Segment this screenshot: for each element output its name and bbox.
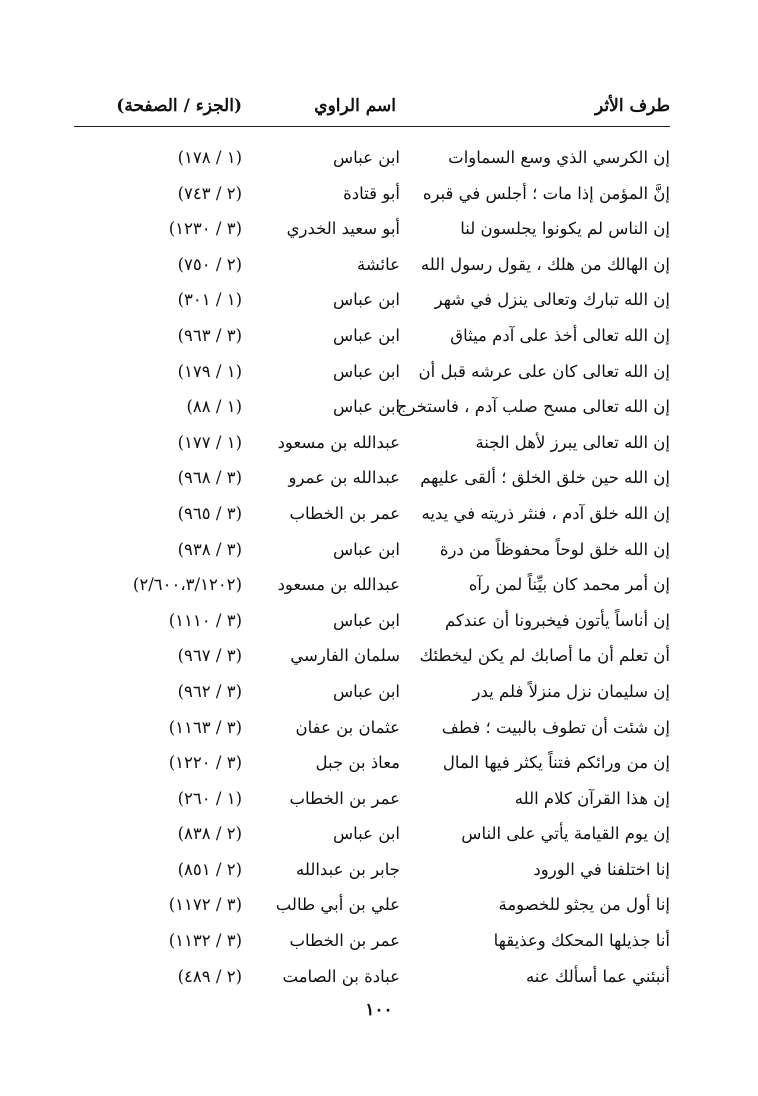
narrator-name: ابن عباس bbox=[333, 325, 400, 345]
table-row bbox=[60, 536, 670, 572]
volume-page-ref: (١ / ١٧٧) bbox=[177, 432, 242, 452]
volume-page-ref: (٢ / ٨٥١) bbox=[177, 859, 242, 879]
table-row bbox=[60, 251, 670, 287]
narrator-name: ابن عباس bbox=[333, 539, 400, 559]
table-row bbox=[60, 429, 670, 465]
volume-page-ref: (٣ / ٩٦٨) bbox=[177, 468, 242, 488]
athar-text: إن الناس لم يكونوا يجلسون لنا bbox=[460, 219, 670, 239]
table-row bbox=[60, 785, 670, 821]
athar-text: إن من ورائكم فتناً يكثر فيها المال bbox=[442, 753, 670, 773]
table-row bbox=[60, 144, 670, 180]
narrator-name: عبدالله بن مسعود bbox=[277, 575, 400, 595]
athar-text: إنَّ المؤمن إذا مات ؛ أجلس في قبره bbox=[422, 183, 670, 203]
athar-text: أنبئني عما أسألك عنه bbox=[525, 966, 670, 986]
athar-text: إن الكرسي الذي وسع السماوات bbox=[448, 148, 670, 167]
table-row bbox=[60, 820, 670, 856]
volume-page-ref: (١ / ٢٦٠) bbox=[177, 788, 242, 808]
athar-text: إن شئت أن تطوف بالبيت ؛ فطف bbox=[441, 717, 670, 737]
table-row bbox=[60, 856, 670, 892]
athar-text: إن الله خلق آدم ، فنثر ذريته في يديه bbox=[421, 503, 670, 523]
table-row bbox=[60, 749, 670, 785]
athar-text: إن الله خلق لوحاً محفوظاً من درة bbox=[439, 539, 670, 559]
narrator-name: ابن عباس bbox=[333, 824, 400, 844]
volume-page-ref: (٢ / ٤٨٩) bbox=[177, 966, 242, 986]
athar-text: إن الهالك من هلك ، يقول رسول الله bbox=[420, 254, 670, 274]
volume-page-ref: (٢/٦٠٠،٣/١٢٠٢) bbox=[132, 575, 242, 595]
volume-page-ref: (١ / ١٧٨) bbox=[177, 148, 242, 167]
table-row bbox=[60, 464, 670, 500]
narrator-name: عائشة bbox=[356, 254, 400, 274]
athar-text: إن الله حين خلق الخلق ؛ ألقى عليهم bbox=[420, 468, 670, 488]
page-number: ١٠٠ bbox=[365, 1000, 393, 1020]
volume-page-ref: (٣ / ١١٣٢) bbox=[168, 931, 242, 951]
athar-text: إنا اختلفنا في الورود bbox=[533, 859, 670, 879]
volume-page-ref: (٣ / ٩٦٥) bbox=[177, 503, 242, 523]
narrator-name: ابن عباس bbox=[333, 397, 400, 417]
volume-page-ref: (٣ / ٩٦٣) bbox=[177, 325, 242, 345]
index-table-body bbox=[60, 144, 670, 998]
table-row bbox=[60, 927, 670, 963]
table-row bbox=[60, 607, 670, 643]
volume-page-ref: (٢ / ٧٤٣) bbox=[177, 183, 242, 203]
volume-page-ref: (١ / ٨٨) bbox=[186, 397, 242, 417]
narrator-name: ابن عباس bbox=[333, 610, 400, 630]
table-row bbox=[60, 963, 670, 999]
table-row bbox=[60, 571, 670, 607]
volume-page-ref: (٣ / ١٢٢٠) bbox=[168, 753, 242, 773]
volume-page-ref: (٢ / ٨٣٨) bbox=[177, 824, 242, 844]
volume-page-ref: (١ / ٣٠١) bbox=[177, 290, 242, 310]
narrator-name: عبدالله بن مسعود bbox=[277, 432, 400, 452]
narrator-name: ابن عباس bbox=[333, 290, 400, 310]
table-row bbox=[60, 215, 670, 251]
athar-text: إن أناساً يأتون فيخبرونا أن عندكم bbox=[444, 610, 670, 630]
athar-text: أنا جذيلها المحكك وعذيقها bbox=[493, 931, 670, 951]
header-text-column: طرف الأثر bbox=[595, 96, 670, 116]
narrator-name: عمر بن الخطاب bbox=[289, 503, 400, 523]
table-row bbox=[60, 891, 670, 927]
table-row bbox=[60, 678, 670, 714]
table-row bbox=[60, 500, 670, 536]
narrator-name: أبو سعيد الخدري bbox=[286, 219, 400, 239]
narrator-name: ابن عباس bbox=[333, 361, 400, 381]
athar-text: إن الله تعالى أخذ على آدم ميثاق bbox=[450, 325, 670, 345]
narrator-name: عثمان بن عفان bbox=[295, 717, 400, 737]
volume-page-ref: (٣ / ٩٦٢) bbox=[177, 681, 242, 701]
table-row bbox=[60, 322, 670, 358]
table-row bbox=[60, 642, 670, 678]
narrator-name: عمر بن الخطاب bbox=[289, 788, 400, 808]
athar-text: إن الله تعالى كان على عرشه قبل أن bbox=[418, 361, 670, 381]
table-row bbox=[60, 180, 670, 216]
table-header bbox=[74, 92, 670, 127]
volume-page-ref: (٣ / ١١٧٢) bbox=[168, 895, 242, 915]
athar-text: إن سليمان نزل منزلاً فلم يدر bbox=[472, 681, 670, 701]
narrator-name: عبدالله بن عمرو bbox=[288, 468, 400, 488]
volume-page-ref: (٣ / ١١٦٣) bbox=[168, 717, 242, 737]
athar-text: إن الله تبارك وتعالى ينزل في شهر bbox=[434, 290, 670, 310]
header-narrator-column: اسم الراوي bbox=[314, 96, 396, 116]
athar-text: إن هذا القرآن كلام الله bbox=[514, 788, 670, 808]
narrator-name: أبو قتادة bbox=[343, 183, 400, 203]
table-row bbox=[60, 393, 670, 429]
table-row bbox=[60, 286, 670, 322]
table-row bbox=[60, 358, 670, 394]
volume-page-ref: (١ / ١٧٩) bbox=[177, 361, 242, 381]
athar-text: إن الله تعالى يبرز لأهل الجنة bbox=[475, 432, 670, 452]
narrator-name: عبادة بن الصامت bbox=[282, 966, 400, 986]
narrator-name: ابن عباس bbox=[333, 681, 400, 701]
athar-text: أن تعلم أن ما أصابك لم يكن ليخطئك bbox=[419, 646, 670, 666]
volume-page-ref: (٣ / ٩٣٨) bbox=[177, 539, 242, 559]
volume-page-ref: (٣ / ١٢٣٠) bbox=[168, 219, 242, 239]
volume-page-ref: (٣ / ١١١٠) bbox=[168, 610, 242, 630]
athar-text: إن يوم القيامة يأتي على الناس bbox=[461, 824, 670, 844]
athar-text: إن أمر محمد كان بيِّناً لمن رآه bbox=[468, 575, 670, 595]
narrator-name: عمر بن الخطاب bbox=[289, 931, 400, 951]
narrator-name: معاذ بن جبل bbox=[315, 753, 400, 773]
narrator-name: ابن عباس bbox=[333, 148, 400, 167]
narrator-name: علي بن أبي طالب bbox=[275, 895, 400, 915]
narrator-name: جابر بن عبدالله bbox=[296, 859, 400, 879]
athar-text: إنا أول من يجثو للخصومة bbox=[498, 895, 670, 915]
table-row bbox=[60, 714, 670, 750]
header-reference-column: (الجزء / الصفحة) bbox=[116, 96, 242, 116]
volume-page-ref: (٢ / ٧٥٠) bbox=[177, 254, 242, 274]
athar-text: إن الله تعالى مسح صلب آدم ، فاستخرج bbox=[396, 397, 670, 417]
narrator-name: سلمان الفارسي bbox=[290, 646, 400, 666]
volume-page-ref: (٣ / ٩٦٧) bbox=[177, 646, 242, 666]
